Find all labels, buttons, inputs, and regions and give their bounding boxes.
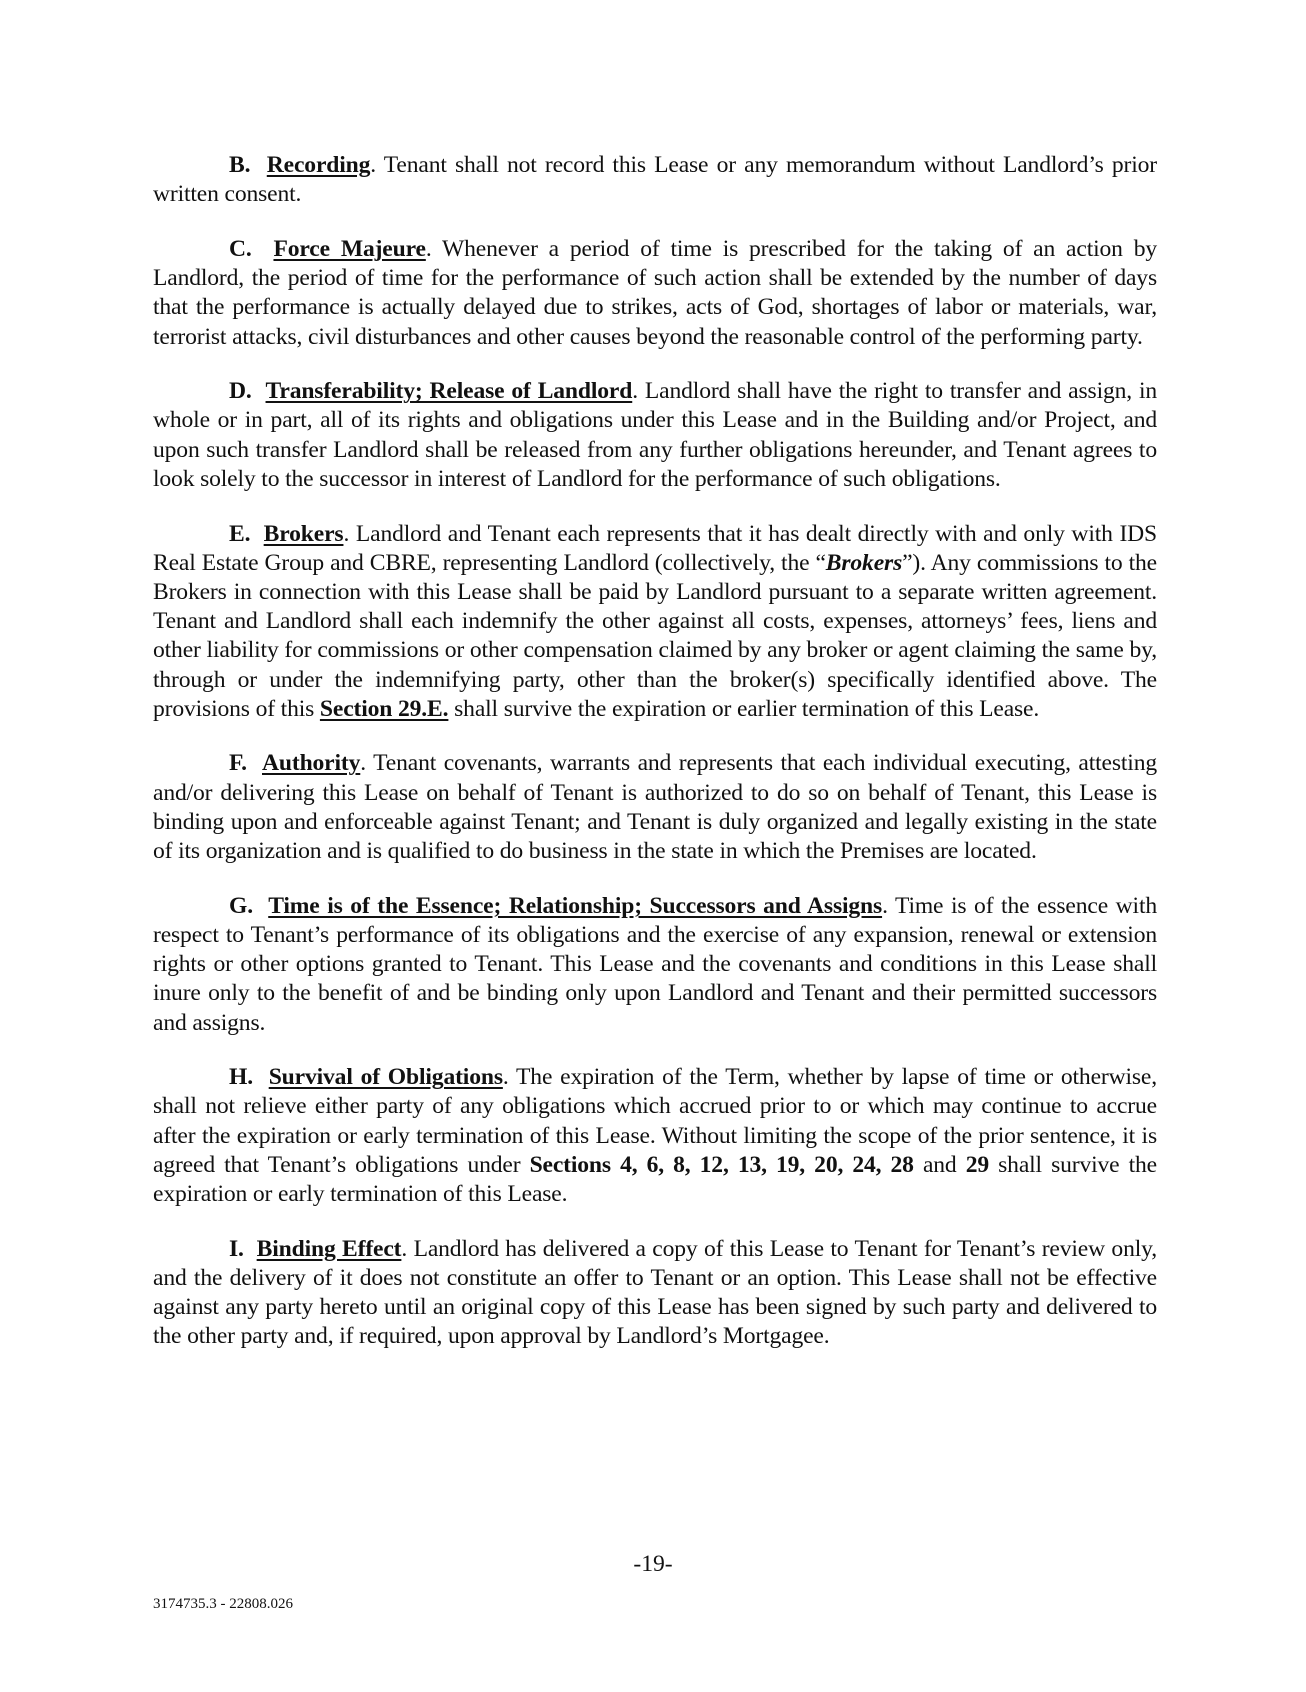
section-letter: I. <box>229 1235 244 1262</box>
section-text: ”). Any commissions to the Brokers in connection with this Lease shall be paid by Landlord pursuant to a separate written agreement. Tenant and Landlord shall each indemnify the other against all costs, expenses, attorneys’ fees, liens and other liability for commissions or other compensation claimed by any broker or agent claiming the same by, through or under the indemnifying party, other than the broker(s) specifically identified above. The provisions of this <box>153 549 1157 722</box>
section-paragraph <box>153 151 1157 209</box>
section-heading: Brokers <box>263 520 344 547</box>
section-letter: H. <box>229 1064 253 1091</box>
section-text: . Time is of the essence with respect to Tenant’s performance of its obligations and the exercise of any expansion, renewal or extension rights or other options granted to Tenant. This Lease and the covenants and conditions in this Lease shall inure only to the benefit of and be binding only upon Landlord and Tenant and their permitted successors and assigns. <box>153 892 1158 1036</box>
document-page <box>153 151 1157 1377</box>
section-emphasis: Brokers <box>825 549 903 576</box>
section-text: . Tenant covenants, warrants and represents that each individual executing, attesting and/or delivering this Lease on behalf of Tenant is authorized to do so on behalf of Tenant, this Lease is binding upon and enforceable against Tenant; and Tenant is duly organized and legally existing in the state of its organization and is qualified to do business in the state in which the Premises are located. <box>153 750 1158 865</box>
section-list <box>153 151 1157 1352</box>
section-paragraph <box>153 235 1157 352</box>
section-emphasis: 29 <box>965 1151 990 1178</box>
section-emphasis: Section 29.E. <box>319 695 449 722</box>
section-heading: Binding Effect <box>256 1235 402 1262</box>
section-letter: D. <box>229 378 252 405</box>
section-text: shall survive the expiration or earlier termination of this Lease. <box>448 695 1040 722</box>
section-paragraph <box>153 520 1157 724</box>
section-text: . Landlord has delivered a copy of this Lease to Tenant for Tenant’s review only, and the delivery of it does not constitute an offer to Tenant or an option. This Lease shall not be effective against any party hereto until an original copy of this Lease has been signed by such party and delivered to the other party and, if required, upon approval by Landlord’s Mortgagee. <box>153 1235 1157 1350</box>
section-paragraph <box>153 1063 1157 1209</box>
section-text: . Tenant shall not record this Lease or any memorandum without Landlord’s prior written consent. <box>153 152 1158 208</box>
section-letter: G. <box>229 892 253 919</box>
section-letter: E. <box>229 520 251 547</box>
section-heading: Time is of the Essence; Relationship; Successors and Assigns <box>268 892 883 919</box>
section-text: . The expiration of the Term, whether by lapse of time or otherwise, shall not relieve either party of any obligations which accrued prior to or which may continue to accrue after the expiration or early termination of this Lease. Without limiting the scope of the prior sentence, it is agreed that Tenant’s obligations under <box>153 1064 1157 1178</box>
section-heading: Recording <box>266 152 371 178</box>
section-paragraph <box>153 1235 1157 1352</box>
section-letter: C. <box>229 235 252 262</box>
section-letter: F. <box>229 750 247 777</box>
section-heading: Force Majeure <box>273 235 426 262</box>
section-text: and <box>913 1151 966 1178</box>
document-id: 3174735.3 - 22808.026 <box>153 1596 293 1612</box>
section-paragraph <box>153 749 1157 866</box>
section-text: . Whenever a period of time is prescribed for the taking of an action by Landlord, the period of time for the performance of such action shall be extended by the number of days that the performance is actually delayed due to strikes, acts of God, shortages of labor or materials, war, terrorist attacks, civil disturbances and other causes beyond the reasonable control of the performing party. <box>153 235 1158 350</box>
section-paragraph <box>153 892 1157 1038</box>
section-heading: Authority <box>262 750 361 777</box>
section-emphasis: Sections 4, 6, 8, 12, 13, 19, 20, 24, 28 <box>529 1151 914 1178</box>
section-text: . Landlord and Tenant each represents that it has dealt directly with and only with IDS Real Estate Group and CBRE, representing Landlord (collectively, the “ <box>153 520 1158 576</box>
section-heading: Transferability; Release of Landlord <box>265 378 633 405</box>
section-text: . Landlord shall have the right to transfer and assign, in whole or in part, all of its rights and obligations under this Lease and in the Building and/or Project, and upon such transfer Landlord shall be released from any further obligations hereunder, and Tenant agrees to look solely to the successor in interest of Landlord for the performance of such obligations. <box>153 378 1158 492</box>
section-text: shall survive the expiration or early termination of this Lease. <box>153 1151 1158 1208</box>
section-paragraph <box>153 377 1157 494</box>
page-number: -19- <box>633 1551 673 1577</box>
section-letter: B. <box>229 152 251 178</box>
section-heading: Survival of Obligations <box>268 1064 503 1091</box>
